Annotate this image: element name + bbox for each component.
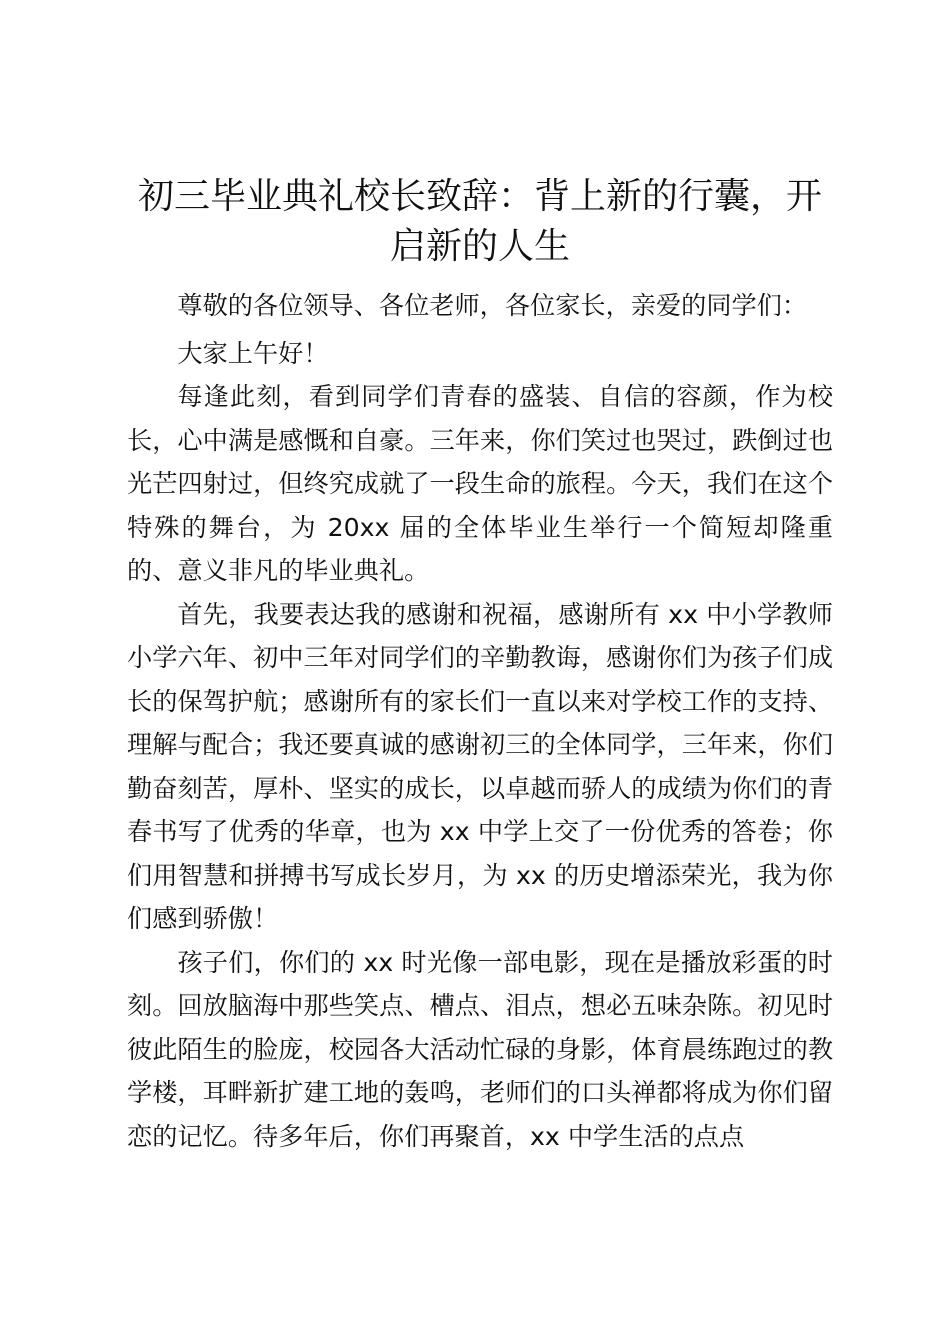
greeting-paragraph: 大家上午好！	[177, 338, 329, 368]
body-paragraph-2: 首先，我要表达我的感谢和祝福，感谢所有 xx 中小学教师小学六年、初中三年对同学们的辛勤教诲，感谢你们为孩子们成长的保驾护航；感谢所有的家长们一直以来对学校工作的支持、理解与配合；我还要真诚的感谢初三的全体同学，三年来，你们勤奋刻苦，厚朴、坚实的成长，以卓越而骄人的成绩为你们的青春书写了优秀的华章，也为 xx 中学上交了一份优秀的答卷；你们用智慧和拼搏书写成长岁月，为 xx 的历史增添荣光，我为你们感到骄傲！	[127, 599, 833, 933]
salutation-paragraph: 尊敬的各位领导、各位老师，各位家长，亲爱的同学们：	[177, 291, 808, 320]
body-paragraph-3: 孩子们，你们的 xx 时光像一部电影，现在是播放彩蛋的时刻。回放脑海中那些笑点、槽点、泪点，想必五味杂陈。初见时彼此陌生的脸庞，校园各大活动忙碌的身影，体育晨练跑过的教学楼，耳畔新扩建工地的轰鸣，老师们的口头禅都将成为你们留恋的记忆。待多年后，你们再聚首，xx 中学生活的点点	[127, 947, 833, 1151]
document-body	[127, 172, 833, 1158]
body-paragraph-1: 每逢此刻，看到同学们青春的盛装、自信的容颜，作为校长，心中满是感慨和自豪。三年来，你们笑过也哭过，跌倒过也光芒四射过，但终究成就了一段生命的旅程。今天，我们在这个特殊的舞台，为 20xx 届的全体毕业生举行一个简短却隆重的、意义非凡的毕业典礼。	[127, 382, 833, 585]
document-title: 初三毕业典礼校长致辞：背上新的行囊，开启新的人生	[137, 176, 822, 267]
